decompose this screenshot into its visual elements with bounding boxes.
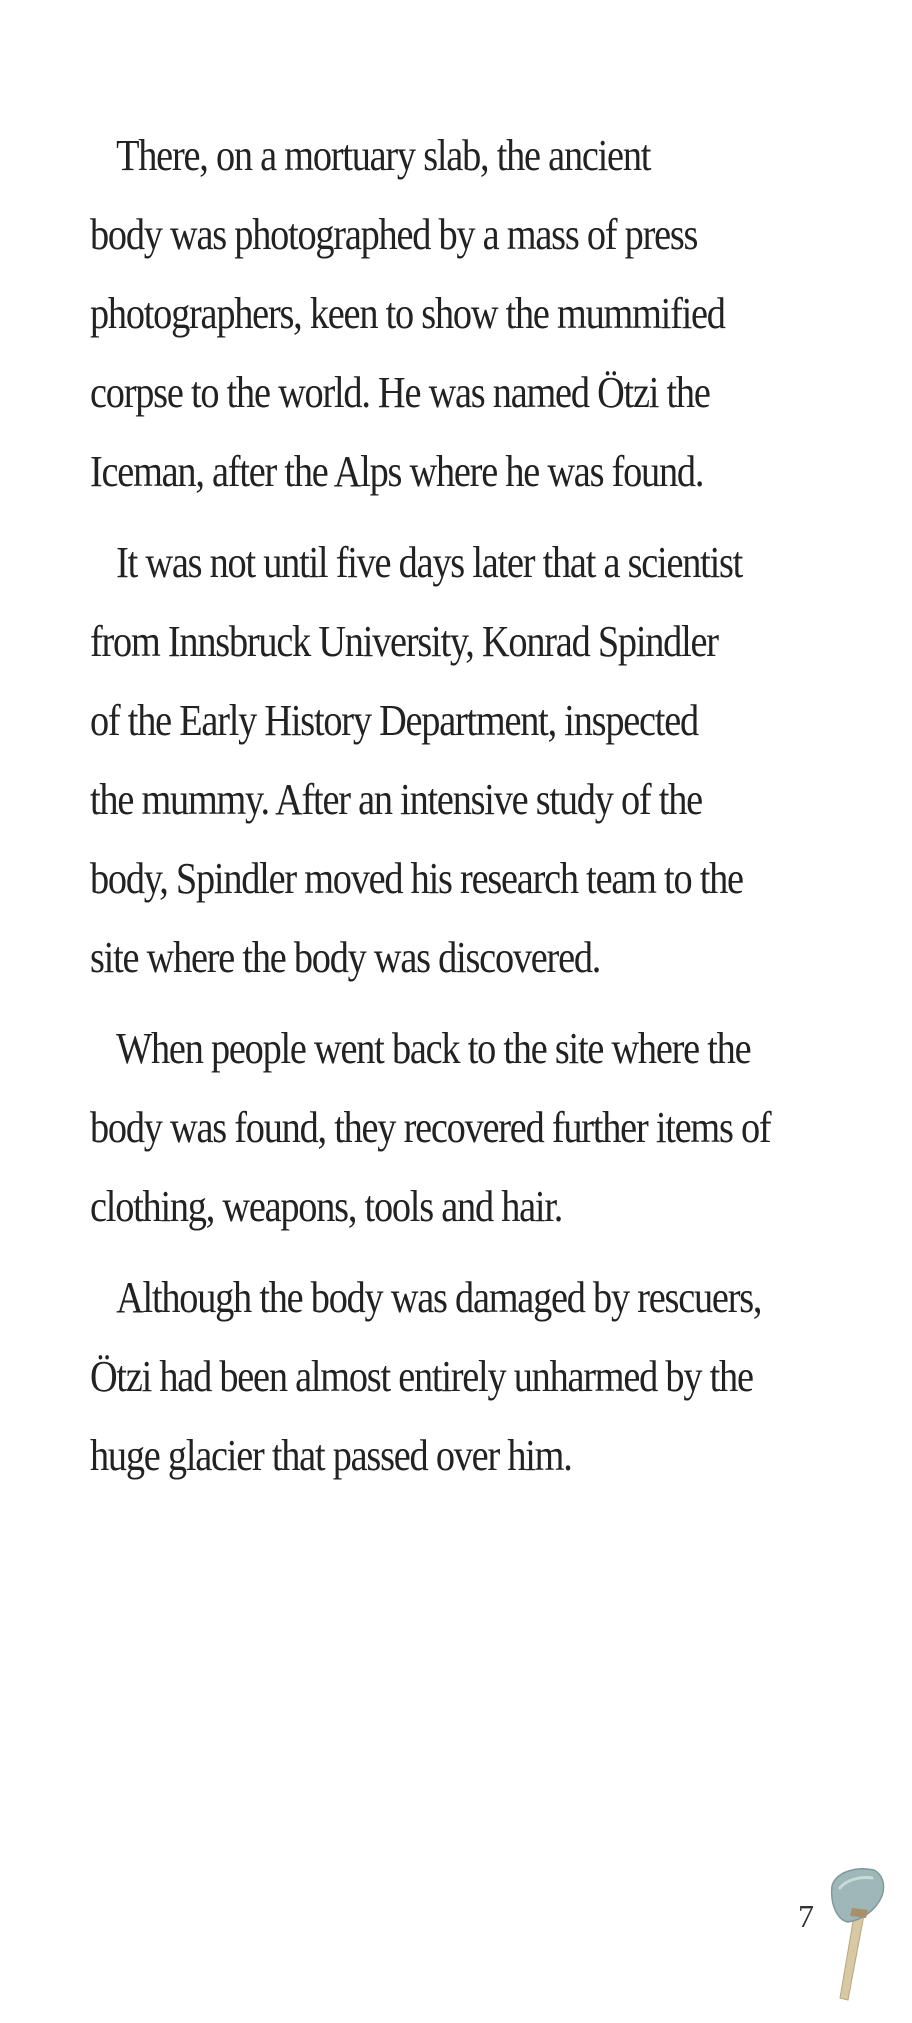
text-line: photographers, keen to show the mummified: [90, 289, 725, 338]
paragraph-4: [90, 1258, 850, 1495]
page-number: 7: [798, 1898, 814, 1934]
text-line: Ötzi had been almost entirely unharmed by the: [90, 1352, 753, 1401]
text-line: of the Early History Department, inspected: [90, 696, 698, 745]
text-line: site where the body was discovered.: [90, 933, 601, 982]
text-line: There, on a mortuary slab, the ancient: [116, 131, 651, 180]
text-line: the mummy. After an intensive study of the: [90, 775, 702, 824]
text-line: When people went back to the site where the: [116, 1024, 751, 1073]
text-line: corpse to the world. He was named Ötzi the: [90, 368, 710, 417]
body-text: [90, 116, 850, 1507]
text-line: Iceman, after the Alps where he was found.: [90, 447, 704, 496]
paragraph-1: [90, 116, 850, 511]
text-line: body, Spindler moved his research team to the: [90, 854, 743, 903]
paragraph-2: [90, 523, 850, 997]
text-line: It was not until five days later that a scientist: [116, 538, 743, 587]
text-line: body was found, they recovered further items of: [90, 1103, 771, 1152]
text-line: huge glacier that passed over him.: [90, 1431, 572, 1480]
stone-axe-icon: [826, 1864, 890, 2004]
text-line: Although the body was damaged by rescuers,: [116, 1273, 762, 1322]
text-line: body was photographed by a mass of press: [90, 210, 698, 259]
text-line: clothing, weapons, tools and hair.: [90, 1182, 563, 1231]
text-line: from Innsbruck University, Konrad Spindler: [90, 617, 718, 666]
paragraph-3: [90, 1009, 850, 1246]
